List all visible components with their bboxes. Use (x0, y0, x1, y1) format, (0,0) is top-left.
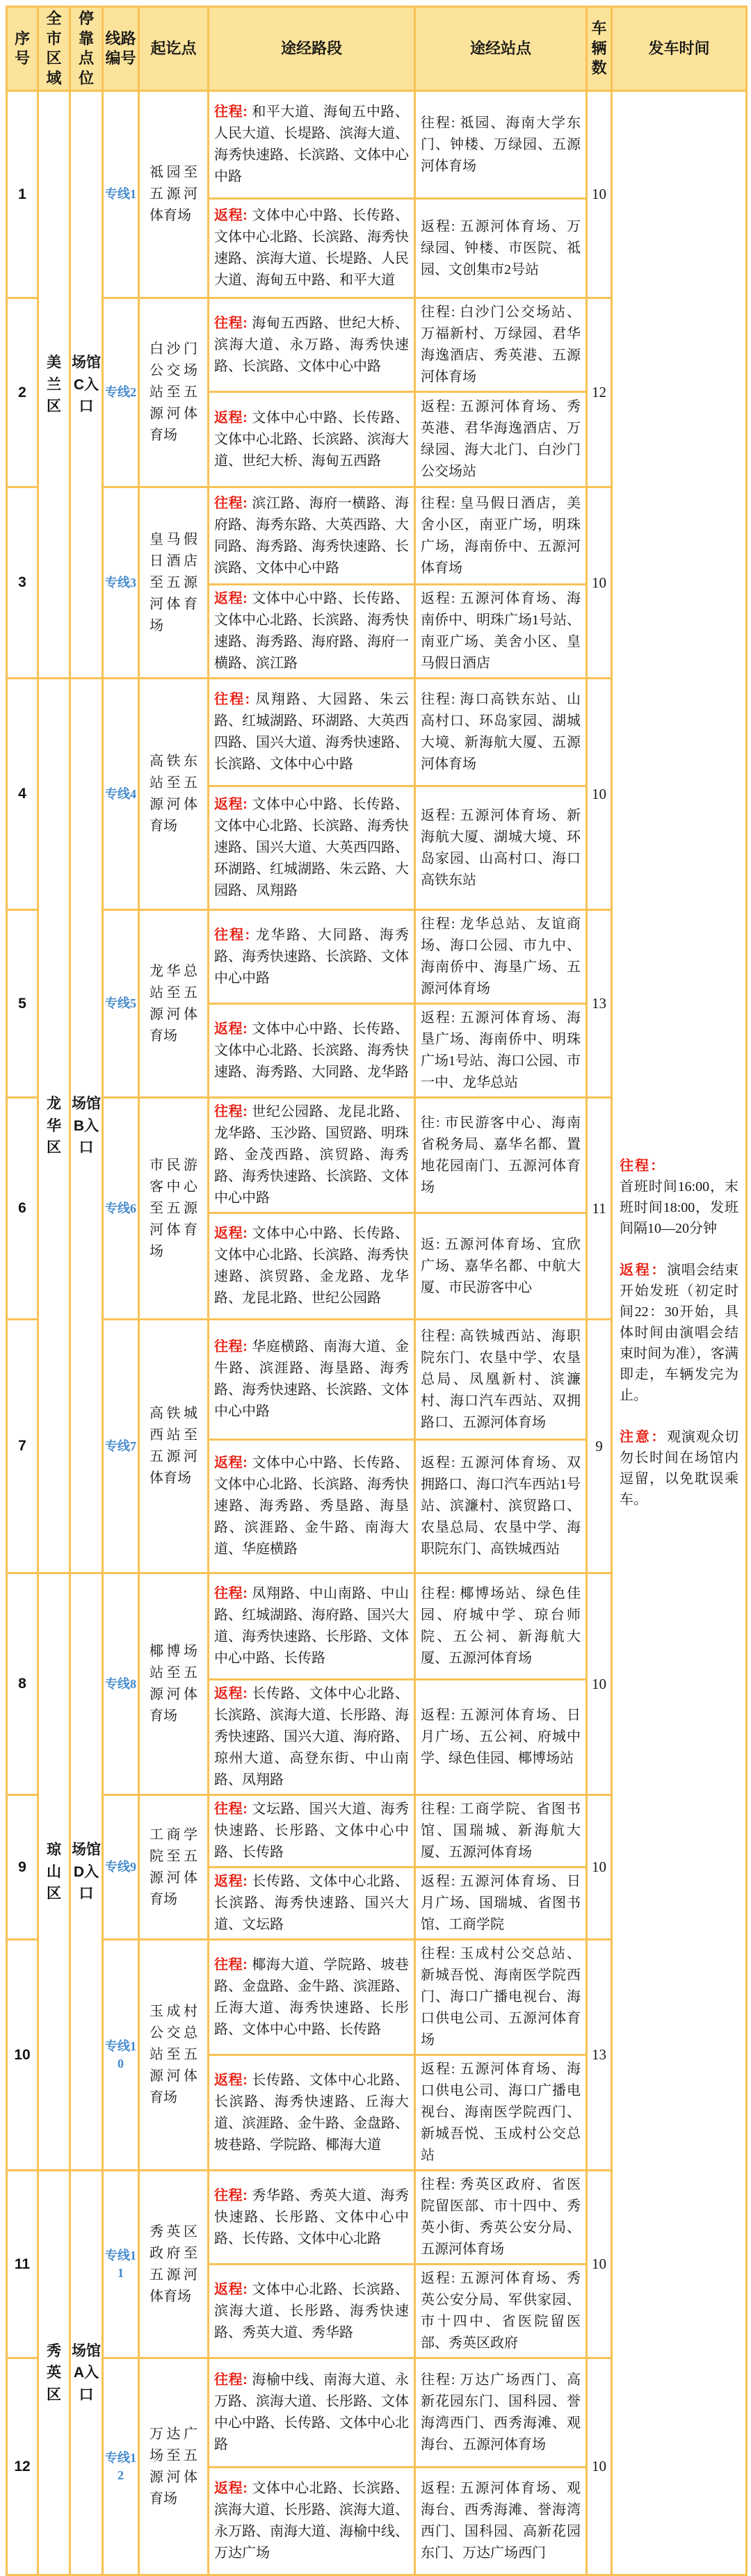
outbound-stops: 往程: 万达广场西门、高新花园东门、国科园、誉海湾西门、西秀海滩、观海台、五源河体育场 (415, 2358, 587, 2468)
route-endpoints: 万达广场至五源河体育场 (139, 2358, 209, 2575)
outbound-label: 往程: (214, 692, 250, 708)
header-row (7, 7, 747, 91)
route-endpoints: 工商学院至五源河体育场 (139, 1795, 209, 1940)
return-roads-text: 长传路、文体中心北路、长滨路、滨海大道、长彤路、海秀快速路、国兴大道、海府路、琼州大道、高登东街、中山南路、凤翔路 (214, 1686, 409, 1788)
outbound-label: 往程: (214, 2372, 248, 2388)
return-roads (209, 1004, 415, 1098)
return-roads (209, 585, 415, 679)
outbound-stops: 往程: 高铁城西站、海职院东门、农垦中学、农垦总局、凤凰新村、滨濂村、海口汽车西站、双拥路口、五源河体育场 (415, 1320, 587, 1440)
outbound-roads (209, 679, 415, 786)
entrance-cell-a: 场馆A入口 (70, 2171, 103, 2575)
outbound-stops: 往程: 工商学院、省图书馆、国瑞城、新海航大厦、五源河体育场 (415, 1795, 587, 1868)
outbound-roads-text: 海甸五西路、世纪大桥、滨海大道、永万路、海秀快速路、长滨路、文体中心中路 (214, 315, 409, 374)
serial-cell: 3 (7, 487, 38, 679)
outbound-roads-text: 世纪公园路、龙昆北路、龙华路、玉沙路、国贸路、明珠路、金茂西路、滨贸路、海秀路、海秀快速路、长滨路、文体中心中路 (214, 1104, 409, 1206)
header-vehicles: 车辆数 (587, 7, 612, 91)
return-label: 返程: (214, 1021, 248, 1037)
route-number: 专线3 (103, 487, 139, 679)
header-endpoints: 起讫点 (139, 7, 209, 91)
serial-cell: 9 (7, 1795, 38, 1940)
return-stops: 返程: 五源河体育场、秀英港、君华海逸酒店、万绿园、海大北门、白沙门公交场站 (415, 392, 587, 487)
return-label: 返程: (214, 591, 248, 607)
header-region: 全市区域 (38, 7, 70, 91)
return-stops: 返程: 五源河体育场、海垦广场、海南侨中、明珠广场1号站、海口公园、市一中、龙华总站 (415, 1004, 587, 1098)
region-cell-meilan: 美兰区 (38, 91, 70, 679)
route-endpoints: 龙华总站至五源河体育场 (139, 910, 209, 1098)
header-roads: 途经路段 (209, 7, 415, 91)
route-endpoints: 玉成村公交总站至五源河体育场 (139, 1940, 209, 2171)
outbound-stops: 往程: 玉成村公交总站、新城吾悦、海南医学院西门、海口广播电视台、海口供电公司、五源河体育场 (415, 1940, 587, 2055)
return-label: 返程: (214, 2072, 248, 2088)
return-roads-text: 长传路、文体中心北路、长滨路、海秀快速路、丘海大道、滨涯路、金牛路、金盘路、坡巷路、学院路、椰海大道 (214, 2072, 409, 2153)
return-stops: 返: 五源河体育场、宜欣广场、嘉华名都、中航大厦、市民游客中心 (415, 1213, 587, 1320)
entrance-cell-d: 场馆D入口 (70, 1573, 103, 2171)
outbound-label: 往程: (214, 1104, 248, 1120)
route-number: 专线11 (103, 2171, 139, 2358)
outbound-roads-text: 和平大道、海甸五中路、人民大道、长堤路、滨海大道、海秀快速路、长滨路、文体中心中路 (214, 104, 409, 185)
outbound-label: 往程: (214, 1957, 248, 1972)
return-label: 返程: (214, 2281, 248, 2297)
outbound-label: 往程: (214, 315, 248, 331)
outbound-stops: 往: 市民游客中心、海南省税务局、嘉华名都、置地花园南门、五源河体育场 (415, 1098, 587, 1213)
region-cell-longhua: 龙华区 (38, 679, 70, 1573)
outbound-roads-text: 椰海大道、学院路、坡巷路、金盘路、金牛路、滨涯路、丘海大道、海秀快速路、长彤路、文体中心中路、长传路 (214, 1957, 409, 2037)
departure-return-label: 返程： (620, 1263, 668, 1279)
outbound-roads (209, 1795, 415, 1868)
return-stops: 返程: 五源河体育场、日月广场、国瑞城、省图书馆、工商学院 (415, 1868, 587, 1940)
vehicle-count: 13 (587, 1940, 612, 2171)
return-label: 返程: (214, 797, 248, 813)
outbound-label: 往程: (214, 495, 248, 511)
route-number: 专线10 (103, 1940, 139, 2171)
entrance-cell-c: 场馆C入口 (70, 91, 103, 679)
outbound-label: 往程: (214, 1801, 248, 1817)
return-roads-text: 长传路、文体中心北路、长滨路、海秀快速路、国兴大道、文坛路 (214, 1874, 409, 1933)
return-label: 返程: (214, 1226, 248, 1242)
serial-cell: 5 (7, 910, 38, 1098)
outbound-roads (209, 487, 415, 585)
outbound-roads-text: 滨江路、海府一横路、海府路、海秀东路、大英西路、大同路、海秀路、海秀快速路、长滨路、文体中心中路 (214, 495, 409, 576)
outbound-label: 往程: (214, 1339, 248, 1355)
outbound-roads-text: 文坛路、国兴大道、海秀快速路、长彤路、文体中心中路、长传路 (214, 1801, 409, 1861)
serial-cell: 7 (7, 1320, 38, 1573)
return-stops: 返程: 五源河体育场、海南侨中、明珠广场1号站、南亚广场、美舍小区、皇马假日酒店 (415, 585, 587, 679)
header-entrance: 停靠点位 (70, 7, 103, 91)
vehicle-count: 10 (587, 91, 612, 298)
departure-time-cell (612, 91, 747, 2575)
header-line-number: 线路编号 (103, 7, 139, 91)
serial-cell: 11 (7, 2171, 38, 2358)
outbound-roads (209, 2358, 415, 2468)
vehicle-count: 10 (587, 2171, 612, 2358)
outbound-roads (209, 1320, 415, 1440)
route-number: 专线9 (103, 1795, 139, 1940)
return-roads-text: 文体中心北路、长滨路、滨海大道、长彤路、滨海大道、永万路、南海大道、海榆中线、万达广场 (214, 2481, 409, 2561)
route-number: 专线5 (103, 910, 139, 1098)
route-endpoints: 市民游客中心至五源河体育场 (139, 1098, 209, 1320)
outbound-roads-text: 凤翔路、大园路、朱云路、红城湖路、环湖路、大英西四路、国兴大道、海秀快速路、长滨路、文体中心中路 (214, 692, 409, 772)
serial-cell: 8 (7, 1573, 38, 1795)
outbound-roads-text: 秀华路、秀英大道、海秀快速路、长彤路、文体中心中路、长传路、文体中心北路 (214, 2187, 409, 2246)
return-roads-text: 文体中心中路、长传路、文体中心北路、长滨路、海秀快速路、国兴大道、大英西四路、环湖路、红城湖路、朱云路、大园路、凤翔路 (214, 797, 409, 899)
departure-outbound (620, 1156, 738, 1239)
outbound-label: 往程: (214, 104, 248, 120)
return-roads (209, 1440, 415, 1573)
return-roads (209, 1213, 415, 1320)
outbound-roads (209, 2171, 415, 2265)
outbound-label: 往程: (214, 927, 250, 943)
route-number: 专线2 (103, 298, 139, 487)
outbound-stops: 往程: 椰博场站、绿色佳园、府城中学、琼台师院、五公祠、新海航大厦、五源河体育场 (415, 1573, 587, 1680)
vehicle-count: 12 (587, 298, 612, 487)
return-roads-text: 文体中心中路、长传路、文体中心北路、长滨路、海秀快速路、海秀路、大同路、龙华路 (214, 1021, 409, 1080)
vehicle-count: 10 (587, 1795, 612, 1940)
return-label: 返程: (214, 410, 248, 426)
return-roads (209, 2265, 415, 2358)
return-stops: 返程: 五源河体育场、日月广场、五公祠、府城中学、绿色佳园、椰博场站 (415, 1680, 587, 1795)
departure-note (620, 1427, 738, 1510)
vehicle-count: 10 (587, 1573, 612, 1795)
route-endpoints: 秀英区政府至五源河体育场 (139, 2171, 209, 2358)
return-stops: 返程: 五源河体育场、观海台、西秀海滩、誉海湾西门、国科园、高新花园东门、万达广场西门 (415, 2468, 587, 2575)
route-number: 专线6 (103, 1098, 139, 1320)
outbound-roads-text: 海榆中线、南海大道、永万路、滨海大道、长彤路、文体中心中路、长传路、文体中心北路 (214, 2372, 409, 2453)
return-stops: 返程: 五源河体育场、双拥路口、海口汽车西站1号站、滨濂村、滨贸路口、农垦总局、农垦中学、海职院东门、高铁城西站 (415, 1440, 587, 1573)
return-label: 返程: (214, 1686, 248, 1702)
outbound-stops: 往程: 祗园、海南大学东门、钟楼、万绿园、五源河体育场 (415, 91, 587, 199)
region-cell-xiuying: 秀英区 (38, 2171, 70, 2575)
outbound-stops: 往程: 皇马假日酒店，美舍小区，南亚广场，明珠广场，海南侨中、五源河体育场 (415, 487, 587, 585)
outbound-roads (209, 910, 415, 1004)
return-label: 返程: (214, 1455, 248, 1471)
return-label: 返程: (214, 2481, 248, 2497)
return-roads-text: 文体中心中路、长传路、文体中心北路、长滨路、滨海大道、世纪大桥、海甸五西路 (214, 410, 409, 469)
header-departure: 发车时间 (612, 7, 747, 91)
departure-outbound-text: 首班时间16:00，末班时间18:00，发班间隔10—20分钟 (620, 1179, 738, 1237)
outbound-roads-text: 龙华路、大同路、海秀路、海秀快速路、长滨路、文体中心中路 (214, 927, 409, 986)
outbound-stops: 往程: 白沙门公交场站、万福新村、万绿园、君华海逸酒店、秀英港、五源河体育场 (415, 298, 587, 392)
return-roads (209, 786, 415, 910)
entrance-cell-b: 场馆B入口 (70, 679, 103, 1573)
serial-cell: 1 (7, 91, 38, 298)
return-roads (209, 1868, 415, 1940)
outbound-label: 往程: (214, 1586, 248, 1602)
return-stops: 返程: 五源河体育场、秀英公安分局、军供家园、市十四中、省医院留医部、秀英区政府 (415, 2265, 587, 2358)
departure-note-text: 观演观众切勿长时间在场馆内逗留，以免耽误乘车。 (620, 1429, 739, 1508)
vehicle-count: 10 (587, 679, 612, 910)
route-number: 专线4 (103, 679, 139, 910)
route-number: 专线7 (103, 1320, 139, 1573)
return-roads (209, 199, 415, 298)
route-number: 专线8 (103, 1573, 139, 1795)
header-serial: 序号 (7, 7, 38, 91)
shuttle-route-table (6, 6, 748, 2576)
outbound-roads (209, 298, 415, 392)
departure-outbound-label: 往程： (620, 1158, 665, 1174)
departure-return (620, 1260, 738, 1406)
return-roads (209, 2055, 415, 2171)
return-roads-text: 文体中心中路、长传路、文体中心北路、长滨路、海秀快速路、海秀路、海府路、海府一横路、滨江路 (214, 591, 409, 672)
route-endpoints: 祗园至五源河体育场 (139, 91, 209, 298)
outbound-stops: 往程: 龙华总站、友谊商场、海口公园、市九中、海南侨中、海垦广场、五源河体育场 (415, 910, 587, 1004)
serial-cell: 10 (7, 1940, 38, 2171)
return-roads (209, 2468, 415, 2575)
route-endpoints: 高铁城西站至五源河体育场 (139, 1320, 209, 1573)
return-stops: 返程: 五源河体育场、海口供电公司、海口广播电视台、海南医学院西门、新城吾悦、玉成村公交总站 (415, 2055, 587, 2171)
route-number: 专线1 (103, 91, 139, 298)
return-label: 返程: (214, 1874, 248, 1890)
outbound-roads-text: 凤翔路、中山南路、中山路、红城湖路、海府路、国兴大道、海秀快速路、长彤路、文体中心中路、长传路 (214, 1586, 409, 1667)
vehicle-count: 10 (587, 2358, 612, 2575)
serial-cell: 2 (7, 298, 38, 487)
return-roads (209, 392, 415, 487)
route-endpoints: 高铁东站至五源河体育场 (139, 679, 209, 910)
outbound-label: 往程: (214, 2187, 248, 2203)
outbound-roads-text: 华庭横路、南海大道、金牛路、滨涯路、海垦路、海秀路、海秀快速路、长滨路、文体中心中路 (214, 1339, 409, 1420)
departure-note-label: 注意： (620, 1429, 668, 1445)
vehicle-count: 11 (587, 1098, 612, 1320)
header-stops: 途经站点 (415, 7, 587, 91)
table-row (7, 91, 747, 199)
serial-cell: 4 (7, 679, 38, 910)
return-roads-text: 文体中心中路、长传路、文体中心北路、长滨路、海秀快速路、滨贸路、金龙路、龙华路、龙昆北路、世纪公园路 (214, 1226, 409, 1306)
outbound-roads (209, 1573, 415, 1680)
route-endpoints: 白沙门公交场站至五源河体育场 (139, 298, 209, 487)
vehicle-count: 9 (587, 1320, 612, 1573)
region-cell-qiongshan: 琼山区 (38, 1573, 70, 2171)
return-label: 返程: (214, 208, 248, 224)
outbound-stops: 往程: 秀英区政府、省医院留医部、市十四中、秀英小街、秀英公安分局、五源河体育场 (415, 2171, 587, 2265)
return-roads-text: 文体中心中路、长传路、文体中心北路、长滨路、海秀快速路、海秀路、秀垦路、海垦路、滨涯路、金牛路、南海大道、华庭横路 (214, 1455, 409, 1557)
outbound-roads (209, 91, 415, 199)
departure-return-text: 演唱会结束开始发班（初定时间22：30开始，具体时间由演唱会结束时间为准），客满即走，车辆发完为止。 (620, 1263, 739, 1404)
vehicle-count: 13 (587, 910, 612, 1098)
outbound-stops: 往程: 海口高铁东站、山高村口、环岛家园、湖城大境、新海航大厦、五源河体育场 (415, 679, 587, 786)
outbound-roads (209, 1098, 415, 1213)
serial-cell: 6 (7, 1098, 38, 1320)
serial-cell: 12 (7, 2358, 38, 2575)
return-roads-text: 文体中心北路、长滨路、滨海大道、长彤路、海秀快速路、秀英大道、秀华路 (214, 2281, 409, 2340)
vehicle-count: 10 (587, 487, 612, 679)
route-endpoints: 椰博场站至五源河体育场 (139, 1573, 209, 1795)
return-stops: 返程: 五源河体育场、新海航大厦、湖城大境、环岛家园、山高村口、海口高铁东站 (415, 786, 587, 910)
outbound-roads (209, 1940, 415, 2055)
return-stops: 返程: 五源河体育场、万绿园、钟楼、市医院、祗园、文创集市2号站 (415, 199, 587, 298)
route-endpoints: 皇马假日酒店至五源河体育场 (139, 487, 209, 679)
return-roads (209, 1680, 415, 1795)
return-roads-text: 文体中心中路、长传路、文体中心北路、长滨路、海秀快速路、滨海大道、长堤路、人民大道、海甸五中路、和平大道 (214, 208, 409, 289)
route-number: 专线12 (103, 2358, 139, 2575)
